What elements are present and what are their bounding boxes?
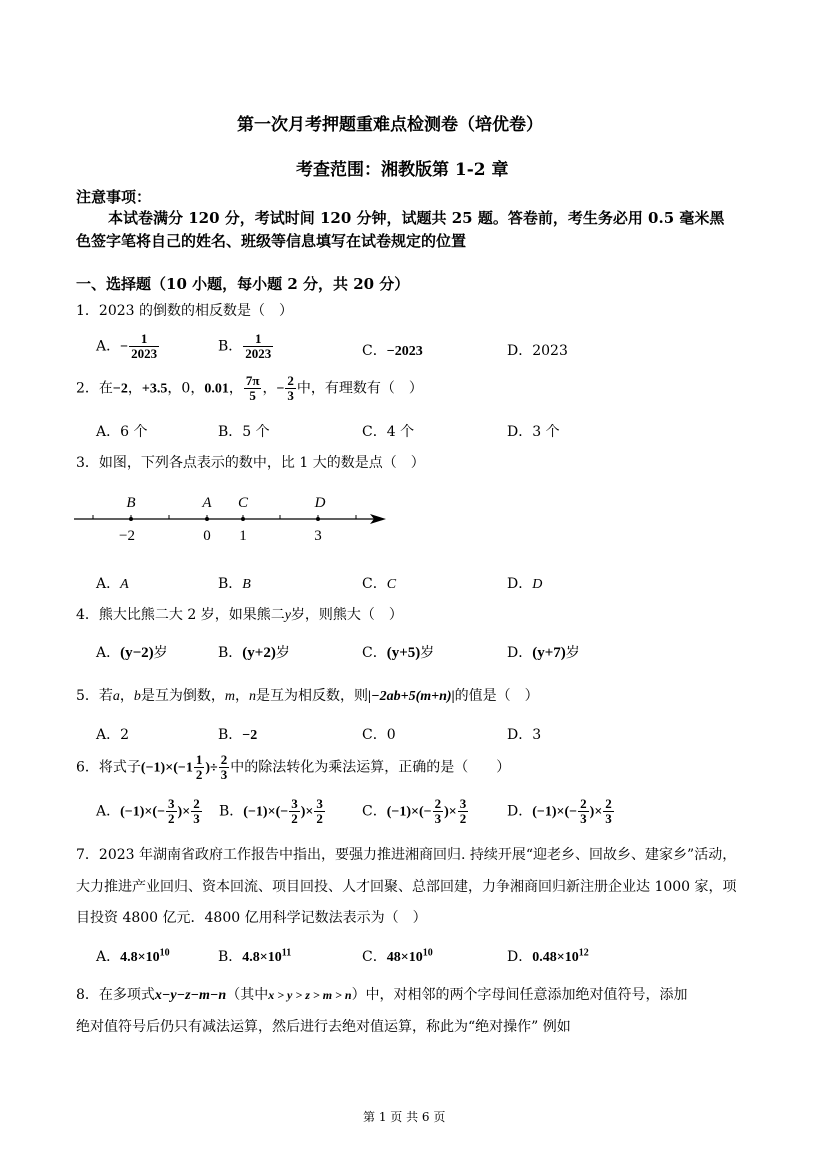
q5-option-a[interactable]: A．2 bbox=[96, 727, 130, 743]
q6-a-frac-2 bbox=[191, 797, 202, 826]
q6-option-b[interactable] bbox=[219, 797, 326, 826]
q2-stem bbox=[76, 374, 423, 403]
q6-a-n2: 2 bbox=[193, 796, 200, 811]
q8-line-2: 绝对值符号后仍只有减法运算，然后进行去绝对值运算，称此为“绝对操作” 例如 bbox=[76, 1019, 571, 1035]
q6-option-d[interactable] bbox=[507, 797, 615, 826]
q3-a-label: A． bbox=[96, 576, 121, 592]
q6-c-mid: )× bbox=[444, 804, 457, 820]
q8-cond: x > y > z > m > n bbox=[268, 988, 352, 1002]
q6-c-n2: 3 bbox=[459, 796, 467, 811]
q6-a-d1: 2 bbox=[168, 811, 175, 826]
q6-d-mid: )× bbox=[589, 804, 603, 820]
q3-a-val: A bbox=[120, 577, 129, 592]
q4-b-label: B． bbox=[218, 645, 243, 661]
q7-c-label: C． bbox=[362, 949, 387, 965]
q6-c-n1: 2 bbox=[434, 796, 442, 811]
q4-stem bbox=[76, 604, 403, 624]
q3-d-label: D． bbox=[507, 576, 533, 592]
q1-option-d[interactable] bbox=[507, 340, 568, 360]
q6-d-n2: 2 bbox=[605, 796, 612, 811]
q6-a-d2: 3 bbox=[193, 811, 200, 826]
q5-var-b: b bbox=[133, 689, 141, 704]
q2-suffix: 中，有理数有（ ） bbox=[296, 380, 423, 397]
q5-b-val: −2 bbox=[242, 728, 258, 743]
q6-c-d1: 3 bbox=[434, 811, 442, 826]
q4-c-unit: 岁 bbox=[420, 645, 435, 661]
q6-prefix: 6．将式子 bbox=[76, 759, 141, 776]
q3-option-b[interactable] bbox=[218, 573, 251, 593]
q4-var: y bbox=[284, 608, 291, 623]
q7-c-exp: 10 bbox=[422, 947, 433, 959]
q4-stem-post: 岁，则熊大（ ） bbox=[290, 607, 403, 623]
q1-stem: 1．2023 的倒数的相反数是（ ） bbox=[76, 303, 293, 319]
q5-p4: ， bbox=[235, 688, 250, 704]
q1-b-label: B． bbox=[218, 338, 243, 355]
point-b-dot bbox=[129, 517, 133, 521]
q2-f1-den: 5 bbox=[249, 388, 256, 403]
point-d-dot bbox=[316, 517, 320, 521]
q6-b-n1: 3 bbox=[291, 796, 298, 811]
q4-option-c[interactable] bbox=[362, 642, 434, 662]
q4-a-label: A． bbox=[96, 645, 121, 661]
q6-option-a[interactable] bbox=[96, 797, 203, 826]
q8-expr: x−y−z−m−n bbox=[154, 988, 227, 1003]
q7-option-d[interactable] bbox=[507, 946, 589, 966]
q2-sep-3: ， bbox=[190, 380, 205, 397]
q3-option-a[interactable] bbox=[96, 573, 129, 593]
q6-d-d2: 3 bbox=[605, 811, 612, 826]
q3-b-label: B． bbox=[218, 576, 243, 592]
q2-option-b[interactable]: B．5 个 bbox=[218, 424, 270, 440]
q6-a-frac-1 bbox=[166, 797, 177, 826]
q6-b-mid: )× bbox=[300, 804, 314, 820]
q2-n4: 0.01 bbox=[204, 381, 229, 397]
q6-d-frac-1 bbox=[578, 797, 589, 826]
q6-b-d2: 2 bbox=[316, 811, 323, 826]
q6-mixed-den: 2 bbox=[195, 767, 203, 782]
q2-n1: −2 bbox=[112, 381, 128, 397]
q3-c-label: C． bbox=[362, 576, 387, 592]
q4-option-b[interactable] bbox=[218, 642, 290, 662]
q6-d-frac-2 bbox=[603, 797, 614, 826]
q1-a-label: A． bbox=[96, 338, 121, 355]
q8-p2: （其中 bbox=[226, 987, 269, 1003]
q4-option-a[interactable] bbox=[96, 642, 168, 662]
q2-sep-2: ， bbox=[167, 380, 182, 397]
q2-option-d[interactable]: D．3 个 bbox=[507, 424, 560, 440]
q1-a-frac bbox=[129, 332, 159, 361]
tick-label-neg2: −2 bbox=[119, 528, 135, 544]
notice-line-2: 色签字笔将自己的姓名、班级等信息填写在试卷规定的位置 bbox=[76, 232, 467, 250]
q2-prefix: 2．在 bbox=[76, 380, 113, 397]
notice-line-1: 本试卷满分 120 分，考试时间 120 分钟，试题共 25 题。答卷前，考生务必用 0.5 毫米黑 bbox=[108, 209, 725, 227]
q6-expr-left: (−1)×(−1 bbox=[140, 760, 193, 776]
q3-c-val: C bbox=[386, 577, 397, 592]
point-a-dot bbox=[205, 517, 209, 521]
q6-expr-mid: )÷ bbox=[205, 760, 218, 776]
q4-stem-pre: 4．熊大比熊二大 2 岁，如果熊二 bbox=[76, 607, 285, 623]
q6-stem bbox=[76, 753, 510, 782]
point-label-a: A bbox=[202, 495, 212, 511]
q6-d-n1: 2 bbox=[580, 796, 587, 811]
q6-d-d1: 3 bbox=[580, 811, 587, 826]
q2-f2-den: 3 bbox=[287, 388, 294, 403]
q4-option-d[interactable] bbox=[507, 642, 580, 662]
q6-c-frac-2 bbox=[458, 797, 469, 826]
q4-b-expr: (y+2) bbox=[242, 645, 276, 661]
q5-p5: 是互为相反数，则 bbox=[256, 688, 369, 704]
q1-b-frac bbox=[243, 332, 273, 361]
q5-p6: 的值是（ ） bbox=[454, 688, 539, 704]
q2-sep-1: ， bbox=[127, 380, 142, 397]
point-label-b: B bbox=[126, 495, 136, 511]
q7-d-label: D． bbox=[507, 949, 533, 965]
q6-a-mid: )× bbox=[177, 804, 191, 820]
q1-d-label: D． bbox=[507, 343, 533, 359]
page-subtitle: 考查范围：湘教版第 1-2 章 bbox=[296, 160, 509, 180]
q5-option-c[interactable]: C．0 bbox=[362, 727, 396, 743]
q4-b-unit: 岁 bbox=[275, 645, 290, 661]
q6-div-den: 3 bbox=[220, 767, 228, 782]
q1-a-sign: − bbox=[120, 339, 129, 355]
q5-p2: ， bbox=[119, 688, 134, 704]
q7-option-b[interactable] bbox=[218, 946, 291, 966]
q1-c-label: C． bbox=[362, 343, 387, 359]
q7-b-base: 4.8×10 bbox=[242, 950, 282, 965]
q7-c-base: 48×10 bbox=[386, 950, 423, 965]
q6-b-n2: 3 bbox=[316, 796, 323, 811]
q3-b-val: B bbox=[242, 577, 251, 592]
q4-d-unit: 岁 bbox=[565, 645, 580, 661]
q5-var-n: n bbox=[249, 689, 257, 704]
q2-option-a[interactable]: A．6 个 bbox=[96, 424, 148, 440]
q8-p3: ）中，对相邻的两个字母间任意添加绝对值符号，添加 bbox=[351, 987, 688, 1003]
point-label-c: C bbox=[237, 495, 249, 511]
q2-f2-num: 2 bbox=[287, 373, 294, 388]
q6-d-pre: (−1)×(− bbox=[532, 804, 578, 820]
q1-b-den: 2023 bbox=[245, 346, 272, 361]
q5-var-a: a bbox=[112, 689, 120, 704]
point-c-dot bbox=[241, 517, 245, 521]
number-line-figure bbox=[70, 488, 392, 548]
q8-p1: 8．在多项式 bbox=[76, 987, 155, 1003]
page-footer: 第 1 页 共 6 页 bbox=[363, 1110, 446, 1124]
page-title: 第一次月考押题重难点检测卷（培优卷） bbox=[237, 115, 543, 135]
tick-label-3: 3 bbox=[314, 528, 322, 544]
q6-c-d2: 2 bbox=[459, 811, 467, 826]
q7-a-label: A． bbox=[96, 949, 121, 965]
q6-mixed-frac bbox=[194, 753, 205, 782]
q3-option-c[interactable] bbox=[362, 573, 396, 593]
q5-option-d[interactable]: D．3 bbox=[507, 727, 542, 743]
q4-c-label: C． bbox=[362, 645, 387, 661]
q6-a-pre: (−1)×(− bbox=[120, 804, 166, 820]
q2-n2: +3.5 bbox=[141, 381, 168, 397]
notice-heading: 注意事项： bbox=[76, 188, 152, 206]
q4-a-expr: (y−2) bbox=[120, 645, 154, 661]
q3-d-val: D bbox=[532, 577, 543, 592]
q6-mixed-num: 1 bbox=[195, 752, 203, 767]
q5-expr: |−2ab+5(m+n)| bbox=[368, 689, 455, 704]
q1-option-b[interactable] bbox=[218, 332, 274, 361]
q6-d-label: D． bbox=[507, 803, 533, 820]
q5-p3: 是互为倒数， bbox=[140, 688, 225, 704]
q7-b-label: B． bbox=[218, 949, 243, 965]
q6-b-frac-1 bbox=[289, 797, 300, 826]
q8-line-1 bbox=[76, 984, 688, 1004]
q6-b-frac-2 bbox=[314, 797, 325, 826]
q4-c-expr: (y+5) bbox=[386, 645, 421, 661]
q7-option-c[interactable] bbox=[362, 946, 433, 966]
q5-b-label: B． bbox=[218, 727, 243, 743]
point-label-d: D bbox=[314, 495, 326, 511]
q5-stem bbox=[76, 685, 539, 705]
q1-option-a[interactable] bbox=[96, 332, 160, 361]
q6-b-d1: 2 bbox=[291, 811, 298, 826]
q1-a-den: 2023 bbox=[131, 346, 158, 361]
q7-line-1: 7．2023 年湖南省政府工作报告中指出，要强力推进湘商回归. 持续开展“迎老乡、回故乡、建家乡”活动， bbox=[76, 847, 737, 863]
q1-c-val: −2023 bbox=[386, 344, 423, 359]
tick-label-0: 0 bbox=[203, 528, 211, 544]
tick-label-1: 1 bbox=[239, 528, 247, 544]
q2-sep-5: ， bbox=[262, 380, 277, 397]
q6-b-pre: (−1)×(− bbox=[243, 804, 289, 820]
q6-b-label: B． bbox=[219, 803, 244, 820]
q2-f1-num: 7π bbox=[245, 373, 260, 388]
q7-option-a[interactable] bbox=[96, 946, 170, 966]
q6-div-num: 2 bbox=[220, 752, 228, 767]
q7-d-base: 0.48×10 bbox=[532, 950, 579, 965]
q4-a-unit: 岁 bbox=[153, 645, 168, 661]
q1-b-num: 1 bbox=[243, 332, 273, 347]
q6-c-pre: (−1)×(− bbox=[386, 804, 432, 820]
q5-p1: 5．若 bbox=[76, 688, 113, 704]
q1-d-val: 2023 bbox=[532, 343, 568, 359]
q6-div-frac bbox=[219, 753, 230, 782]
q2-option-c[interactable]: C．4 个 bbox=[362, 424, 415, 440]
q2-frac-1 bbox=[244, 374, 262, 403]
q6-c-frac-1 bbox=[433, 797, 444, 826]
q5-option-b[interactable] bbox=[218, 724, 257, 744]
q6-a-label: A． bbox=[96, 803, 121, 820]
q2-frac-2 bbox=[285, 374, 296, 403]
q4-d-label: D． bbox=[507, 645, 533, 661]
q2-f2-sign: − bbox=[276, 381, 285, 397]
q7-a-exp: 10 bbox=[159, 947, 170, 959]
q6-a-n1: 3 bbox=[168, 796, 175, 811]
q1-option-c[interactable] bbox=[362, 340, 423, 360]
q3-stem: 3．如图，下列各点表示的数中，比 1 大的数是点（ ） bbox=[76, 455, 425, 471]
q7-line-2: 大力推进产业回归、资本回流、项目回投、人才回聚、总部回建，力争湘商回归新注册企业达 1000 家，项 bbox=[76, 879, 737, 895]
section-heading: 一、选择题（10 小题，每小题 2 分，共 20 分） bbox=[76, 275, 410, 293]
q1-a-num: 1 bbox=[129, 332, 159, 347]
q4-d-expr: (y+7) bbox=[532, 645, 566, 661]
q7-a-base: 4.8×10 bbox=[120, 950, 160, 965]
q2-sep-4: ， bbox=[228, 380, 243, 397]
q6-option-c[interactable] bbox=[362, 797, 469, 826]
q7-line-3: 目投资 4800 亿元．4800 亿用科学记数法表示为（ ） bbox=[76, 910, 427, 926]
q5-var-m: m bbox=[224, 689, 236, 704]
q3-option-d[interactable] bbox=[507, 573, 542, 593]
q2-n3: 0 bbox=[181, 380, 191, 397]
q7-d-exp: 12 bbox=[578, 947, 589, 959]
q6-suffix: 中的除法转化为乘法运算，正确的是（ ） bbox=[230, 759, 511, 776]
q6-c-label: C． bbox=[362, 803, 387, 820]
q7-b-exp: 11 bbox=[281, 947, 292, 959]
